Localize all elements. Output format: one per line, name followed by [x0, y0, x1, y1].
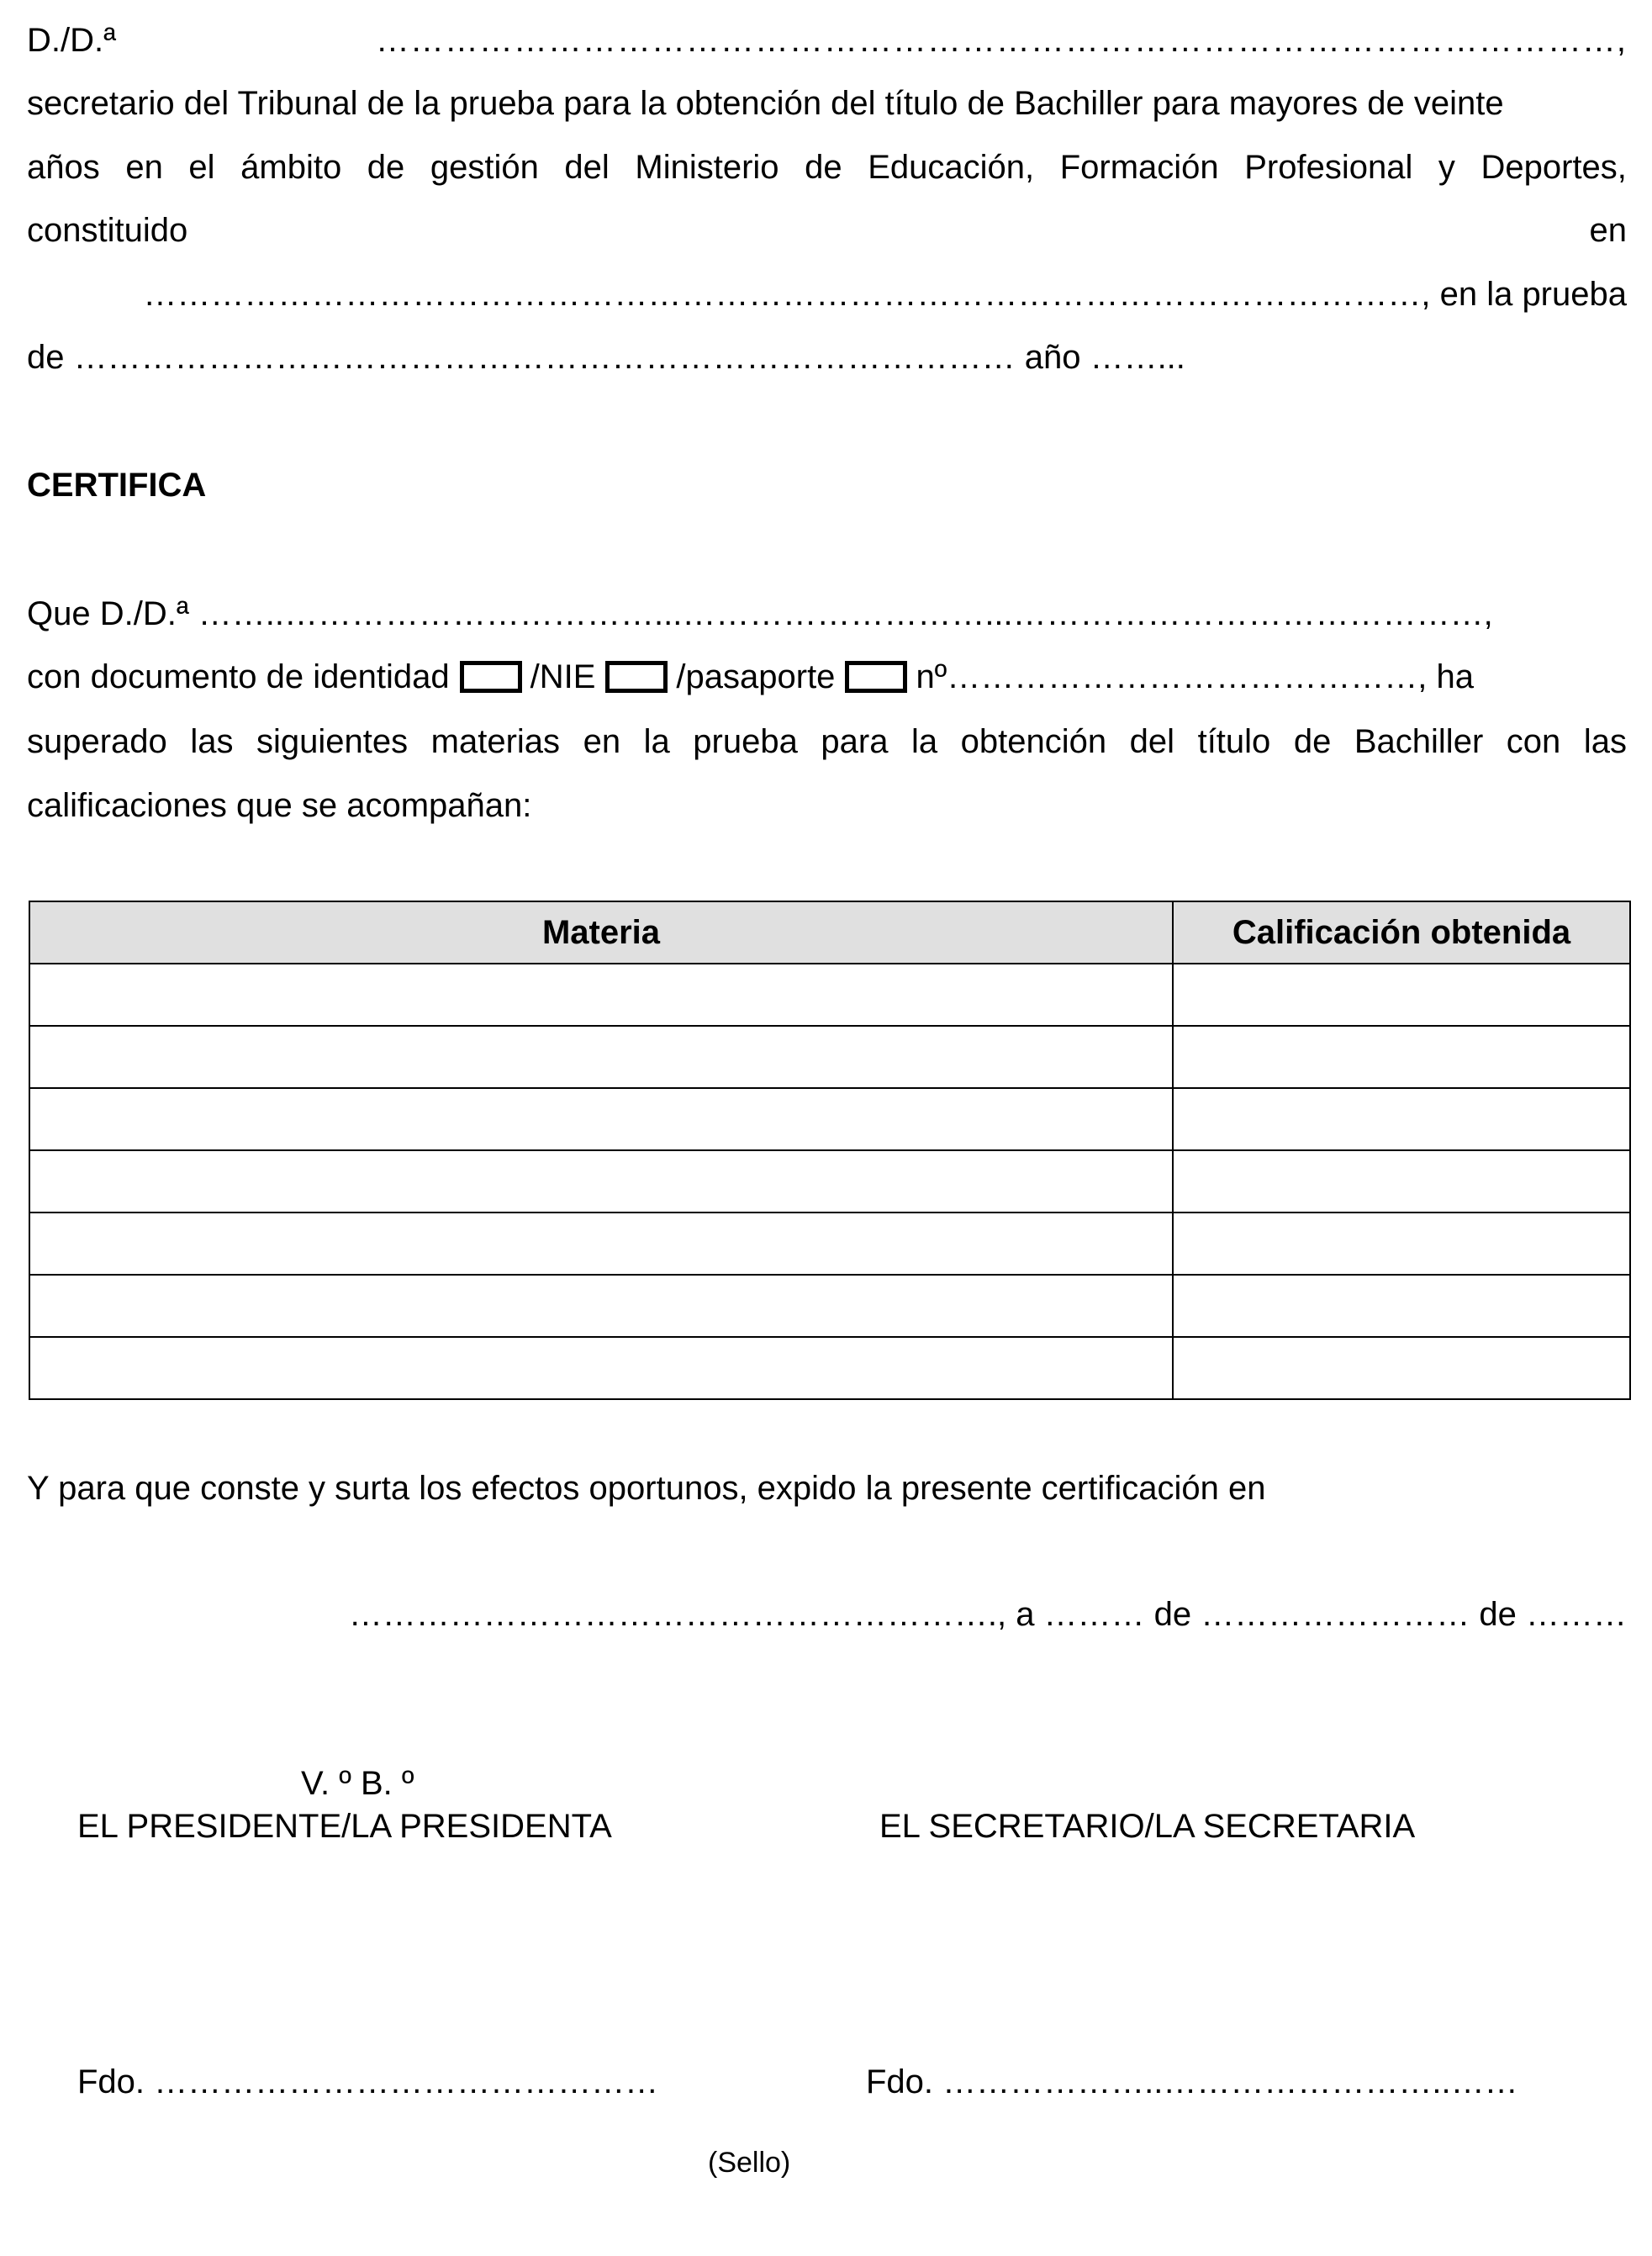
superado-word: siguientes: [256, 723, 409, 760]
documento-label: con documento de identidad: [27, 658, 450, 695]
calificacion-cell[interactable]: [1173, 1213, 1630, 1275]
numero-field[interactable]: nº……………………………………, ha: [916, 658, 1475, 695]
table-row: [29, 964, 1630, 1026]
superado-word: para: [821, 723, 889, 760]
calificacion-cell[interactable]: [1173, 1150, 1630, 1213]
ambito-word: años: [27, 149, 100, 186]
ambito-word: de: [367, 149, 405, 186]
superado-word: las: [1583, 723, 1627, 760]
secretario-line: secretario del Tribunal de la prueba para la obtención del título de Bachiller para mayores de veinte: [27, 85, 1504, 122]
ambito-word: ámbito: [240, 149, 342, 186]
calificacion-cell[interactable]: [1173, 1275, 1630, 1337]
seal-label: (Sello): [708, 2147, 791, 2179]
secretary-title: EL SECRETARIO/LA SECRETARIA: [879, 1808, 1416, 1845]
grades-table: [29, 901, 1631, 1400]
superado-word: Bachiller: [1354, 723, 1484, 760]
materia-cell[interactable]: [29, 1150, 1173, 1213]
ambito-line: [27, 142, 1627, 193]
en-text: en: [1589, 212, 1627, 249]
superado-word: del: [1129, 723, 1175, 760]
ambito-word: Educación,: [868, 149, 1035, 186]
superado-word: la: [910, 723, 938, 760]
superado-line: [27, 716, 1627, 767]
ambito-word: de: [805, 149, 842, 186]
table-row: [29, 1088, 1630, 1150]
superado-word: en: [583, 723, 621, 760]
que-dd-field[interactable]: Que D./D.ª ……..……………………………...………………………...……………………………………,: [27, 595, 1493, 632]
documento-line: [27, 652, 1627, 702]
superado-word: la: [643, 723, 670, 760]
ambito-word: Deportes,: [1480, 149, 1627, 186]
superado-word: prueba: [693, 723, 798, 760]
materia-cell[interactable]: [29, 1088, 1173, 1150]
nie-label: /NIE: [530, 658, 596, 695]
dd-name-field[interactable]: ………………………………………………………………………………………………,: [375, 22, 1627, 59]
pasaporte-label: /pasaporte: [676, 658, 836, 695]
nie-checkbox[interactable]: [605, 661, 668, 693]
ambito-word: Formación: [1059, 149, 1219, 186]
table-header-row: [29, 901, 1630, 964]
superado-word: superado: [27, 723, 167, 760]
materia-cell[interactable]: [29, 1337, 1173, 1399]
column-header-calificacion: Calificación obtenida: [1173, 901, 1630, 964]
vobo-label: V. º B. º: [301, 1765, 414, 1802]
table-row: [29, 1275, 1630, 1337]
constancia-text: Y para que conste y surta los efectos oportunos, expido la presente certificación en: [27, 1470, 1266, 1507]
superado-word: las: [190, 723, 234, 760]
ambito-word: Ministerio: [635, 149, 779, 186]
president-signature-field[interactable]: Fdo. ………………………………………: [77, 2063, 659, 2100]
calificacion-cell[interactable]: [1173, 1337, 1630, 1399]
superado-word: obtención: [960, 723, 1107, 760]
calificacion-cell[interactable]: [1173, 964, 1630, 1026]
lugar-field[interactable]: ……………………………………………………………………………………………………, en la prueba: [143, 276, 1627, 313]
fecha-lugar-field[interactable]: …………………………………………………., a ……… de …………………… de ………: [348, 1596, 1627, 1633]
ambito-word: Profesional: [1244, 149, 1413, 186]
constituido-line: [27, 205, 1627, 256]
president-title: EL PRESIDENTE/LA PRESIDENTA: [77, 1808, 612, 1845]
calificacion-cell[interactable]: [1173, 1088, 1630, 1150]
ambito-word: gestión: [430, 149, 539, 186]
ambito-word: en: [125, 149, 163, 186]
constituido-text: constituido: [27, 212, 188, 249]
secretary-signature-field[interactable]: Fdo. ………………..……………………..……: [866, 2063, 1518, 2100]
dd-line: [27, 15, 1627, 66]
calificacion-cell[interactable]: [1173, 1026, 1630, 1088]
superado-word: de: [1293, 723, 1332, 760]
calificaciones-line: calificaciones que se acompañan:: [27, 787, 532, 824]
materia-cell[interactable]: [29, 1213, 1173, 1275]
prueba-ano-field[interactable]: de ………………………………………………………………………… año ……...: [27, 339, 1185, 376]
table-row: [29, 1213, 1630, 1275]
materia-cell[interactable]: [29, 964, 1173, 1026]
superado-word: con: [1506, 723, 1561, 760]
ambito-word: del: [564, 149, 610, 186]
certifica-heading: CERTIFICA: [27, 467, 207, 504]
materia-cell[interactable]: [29, 1026, 1173, 1088]
superado-word: materias: [430, 723, 561, 760]
table-row: [29, 1150, 1630, 1213]
materia-cell[interactable]: [29, 1275, 1173, 1337]
dd-label: D./D.ª: [27, 22, 116, 59]
column-header-materia: Materia: [29, 901, 1173, 964]
table-row: [29, 1026, 1630, 1088]
pasaporte-checkbox[interactable]: [845, 661, 907, 693]
table-row: [29, 1337, 1630, 1399]
ambito-word: el: [188, 149, 215, 186]
ambito-word: y: [1438, 149, 1455, 186]
superado-word: título: [1197, 723, 1271, 760]
dni-checkbox[interactable]: [460, 661, 522, 693]
